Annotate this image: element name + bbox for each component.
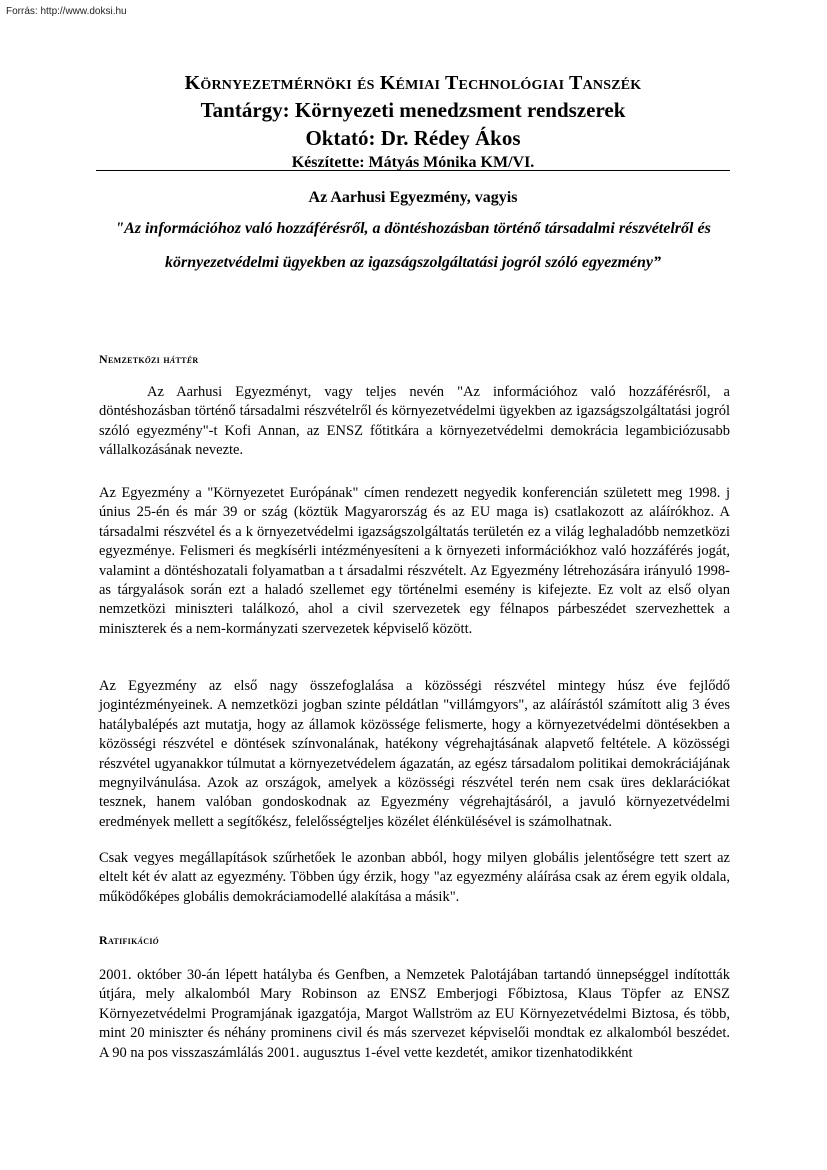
heading-part: ci <box>143 933 153 947</box>
title-quote: "Az információhoz való hozzáférésről, a döntéshozásban történő társadalmi részvételről és környezetvédelmi ügyekben az igazságszolgáltatási jogról szóló egyezmény” <box>115 220 711 271</box>
paragraph-5: 2001. október 30-án lépett hatályba és Genfben, a Nemzetek Palotájában tartandó ünnepséggel indították útjára, mely alkalomból Mary Robinson az ENSZ Emberjogi Főbiztosa, Klaus Töpfer az ENSZ Környezetvédelmi Programjának igazgatója, Margot Wallström az EU Környezetvédelmi Biztosa, és több, mint 20 miniszter és néhány prominens civil és más szervezet képviselői mondtak ez alkalomból beszédet. A 90 na pos visszaszámlálás 2001. augusztus 1-ével vette kezdetét, amikor tizenhatodikként <box>99 967 730 1061</box>
heading-part: ó <box>152 933 159 947</box>
header-divider <box>96 170 730 171</box>
instructor-line: Oktató: Dr. Rédey Ákos <box>305 126 521 150</box>
heading-part: Nemzetk <box>99 352 145 366</box>
heading-part: tt <box>175 352 187 366</box>
heading-part: zi h <box>150 352 170 366</box>
document-title <box>96 186 730 280</box>
paragraph-1: Az Aarhusi Egyezményt, vagy teljes nevén "Az információhoz való hozzáférésről, a döntéshozásban történő társadalmi részvételről és környezetvédelmi ügyekben az igazságszolgáltatási jogról szóló egyezmény"-t Kofi Annan, az ENSZ főtitkára a környezetvédelmi demokrácia legambiciózusabb vállalkozásának nevezte. <box>99 384 730 459</box>
title-main: Az Aarhusi Egyezmény, vagyis <box>308 189 518 206</box>
paragraph-3: Az Egyezmény az első nagy összefoglalása a közösségi részvétel mintegy húsz éve fejlődő jogintézményeinek. A nemzetközi jogban szinte példátlan "villámgyors", az aláírástól számított alig 3 éves hatálybalépés azt mutatja, hogy az államok közössége felismerte, hogy a környezetvédelmi döntésekben a közösségi részvétel e döntések színvonalának, hatékony végrehajtásának alapvető feltétele. A közösségi részvétel ugyanakkor túlmutat a környezetvédelem ágazatán, az egész társadalom politikai demokráciájának megnyilvánulása. Azok az országok, amelyek a közösségi részvétel terén nem csak üres deklarációkat tesznek, hanem valóban gondoskodnak az Egyezmény végrehajtásáról, a javuló környezetvédelmi eredmények mellett a segítőkész, felelősségteljes közélet élénkülésével is számolhatnak. <box>99 678 730 830</box>
source-url: Forrás: http://www.doksi.hu <box>6 6 127 17</box>
heading-part: Ratifik <box>99 933 138 947</box>
paragraph-2: Az Egyezmény a "Környezetet Európának" címen rendezett negyedik konferencián született meg 1998. j únius 25-én és már 39 or szág (köztük Magyarország és az EU maga is) csatlakozott az aláírókhoz. A társadalmi részvétel és a k örnyezetvédelmi igazságszolgáltatás területén ez a világ leghaladóbb nemzetközi egyezménye. Felismeri és megkísérli intézményesíteni a k örnyezeti információkhoz való hozzáférés jogát, valamint a döntéshozatali folyamatban a t ársadalmi részvételt. Az Egyezmény létrehozására irányuló 1998-as tárgyalások során ezt a haladó szellemet egy történelmi esemény is kifejezte. Ez volt az első olyan nemzetközi miniszteri találkozó, ahol a civil szervezetek egy félnapos párbeszédet szervezhettek a miniszterek és a nem-kormányzati szervezetek képviselő között. <box>99 485 730 637</box>
subject-line: Tantárgy: Környezeti menedzsment rendszerek <box>200 98 626 122</box>
paragraph-4: Csak vegyes megállapítások szűrhetőek le azonban abból, hogy milyen globális jelentőségre tett szert az eltelt két év alatt az egyezmény. Többen úgy érzik, hogy "az egyezmény aláírása csak az érem egyik oldala, működőképes globális demokráciamodellé alakítása a másik". <box>99 850 730 905</box>
heading-part: ö <box>144 352 151 366</box>
section-heading-ratification <box>99 933 730 948</box>
document-header <box>96 70 730 174</box>
heading-part: r <box>192 352 199 366</box>
heading-part: é <box>186 352 193 366</box>
heading-part: á <box>137 933 144 947</box>
author-line: Készítette: Mátyás Mónika KM/VI. <box>291 154 535 171</box>
section-heading-background <box>99 352 730 367</box>
heading-part: á <box>169 352 176 366</box>
department-name: Környezetmérnöki és Kémiai Technológiai Tanszék <box>184 72 642 94</box>
